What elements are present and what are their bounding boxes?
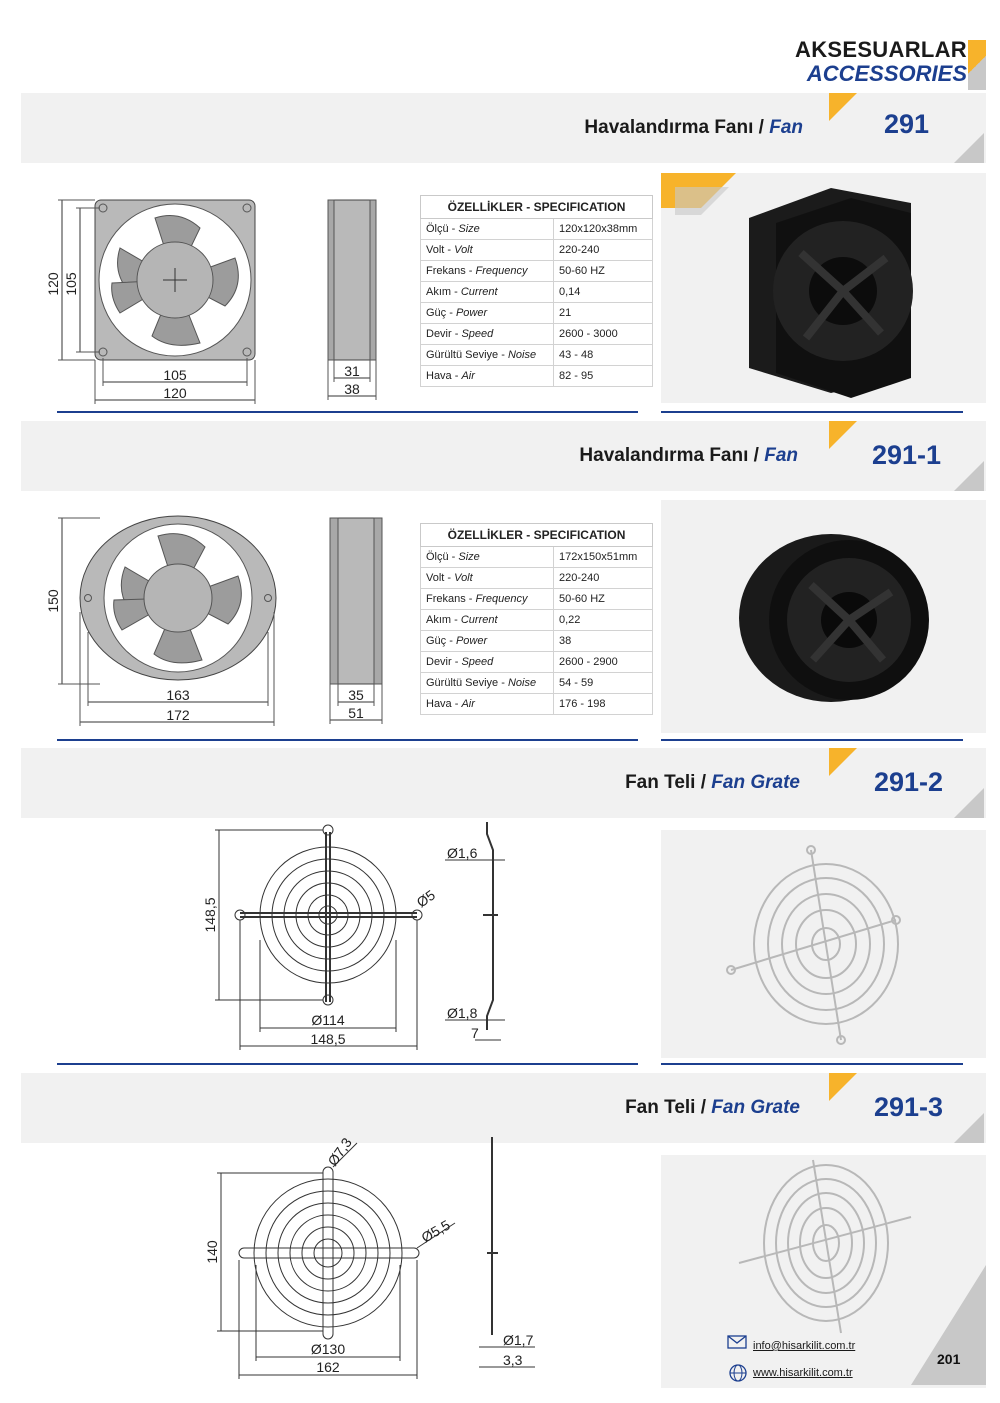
dim-width-inner: 163 bbox=[166, 687, 190, 703]
spec-row: Ölçü - Size 120x120x38mm bbox=[421, 219, 653, 240]
spec-key-tr: Ölçü bbox=[426, 551, 449, 563]
spec-row: Devir - Speed 2600 - 2900 bbox=[421, 652, 653, 673]
spec-key-tr: Volt bbox=[426, 572, 445, 584]
dim-width-outer: 120 bbox=[163, 385, 187, 401]
spec-key-en: Current bbox=[460, 614, 498, 626]
spec-header: ÖZELLİKLER - SPECIFICATION bbox=[421, 196, 653, 219]
spec-row: Akım - Current 0,22 bbox=[421, 610, 653, 631]
spec-value: 176 - 198 bbox=[554, 694, 653, 715]
spec-row: Hava - Air 176 - 198 bbox=[421, 694, 653, 715]
spec-key-tr: Güç bbox=[426, 635, 447, 647]
spec-value: 120x120x38mm bbox=[554, 219, 653, 240]
title-separator: / bbox=[748, 445, 765, 466]
band-corner-gray bbox=[954, 788, 984, 818]
catalog-title-en: ACCESSORIES bbox=[806, 61, 967, 86]
spec-row: Volt - Volt 220-240 bbox=[421, 568, 653, 589]
band-corner-gray bbox=[954, 461, 984, 491]
spec-row: Gürültü Seviye - Noise 43 - 48 bbox=[421, 345, 653, 366]
spec-key-en: Size bbox=[458, 551, 480, 563]
spec-value: 172x150x51mm bbox=[554, 547, 653, 568]
dim-height: 148,5 bbox=[202, 897, 218, 933]
dim-depth-outer: 38 bbox=[344, 381, 360, 397]
spec-row: Gürültü Seviye - Noise 54 - 59 bbox=[421, 673, 653, 694]
spec-value: 50-60 HZ bbox=[554, 261, 653, 282]
dim-height-outer: 120 bbox=[45, 272, 61, 296]
dim-height: 150 bbox=[45, 589, 61, 613]
dim-depth: 7 bbox=[471, 1025, 479, 1041]
title-separator: / bbox=[753, 117, 770, 138]
spec-key-en: Volt bbox=[454, 572, 473, 584]
spec-value: 38 bbox=[554, 631, 653, 652]
spec-header: ÖZELLİKLER - SPECIFICATION bbox=[421, 524, 653, 547]
spec-key-en: Noise bbox=[507, 677, 537, 689]
section-divider-left bbox=[57, 1063, 638, 1065]
spec-value: 220-240 bbox=[554, 240, 653, 261]
product-code-291-3: 291-3 bbox=[874, 1092, 944, 1122]
title-separator: / bbox=[695, 1097, 712, 1118]
spec-value: 82 - 95 bbox=[554, 366, 653, 387]
title-tr: Havalandırma Fanı bbox=[584, 117, 754, 138]
title-en: Fan Grate bbox=[711, 1097, 800, 1118]
spec-value: 21 bbox=[554, 303, 653, 324]
title-separator: / bbox=[695, 772, 712, 793]
product-code-291-1: 291-1 bbox=[872, 440, 942, 470]
spec-key-en: Noise bbox=[507, 349, 537, 361]
fan-photo bbox=[661, 173, 986, 403]
band-corner-gray bbox=[954, 1113, 984, 1143]
spec-value: 220-240 bbox=[554, 568, 653, 589]
dim-ring-diameter: Ø114 bbox=[311, 1012, 345, 1028]
band-corner-yellow bbox=[829, 748, 857, 776]
spec-key-tr: Frekans bbox=[426, 593, 466, 605]
spec-value: 50-60 HZ bbox=[554, 589, 653, 610]
technical-drawing-291-1 bbox=[40, 512, 390, 732]
spec-key-en: Power bbox=[455, 635, 488, 647]
spec-row: Devir - Speed 2600 - 3000 bbox=[421, 324, 653, 345]
spec-key-en: Frequency bbox=[475, 265, 528, 277]
dim-depth-inner: 35 bbox=[348, 687, 364, 703]
email-icon bbox=[727, 1333, 747, 1349]
email-link[interactable]: info@hisarkilit.com.tr bbox=[753, 1340, 856, 1352]
product-code-291-2: 291-2 bbox=[874, 767, 944, 797]
section-divider-left bbox=[57, 739, 638, 741]
spec-key-tr: Ölçü bbox=[426, 223, 449, 235]
spec-key-tr: Hava bbox=[426, 698, 452, 710]
spec-key-tr: Frekans bbox=[426, 265, 466, 277]
spec-key-tr: Hava bbox=[426, 370, 452, 382]
dim-width-inner: 105 bbox=[163, 367, 187, 383]
section-divider-right bbox=[661, 1063, 963, 1065]
grate-photo bbox=[661, 830, 986, 1058]
section-divider-right bbox=[661, 739, 963, 741]
spec-row: Akım - Current 0,14 bbox=[421, 282, 653, 303]
dim-depth: 3,3 bbox=[503, 1352, 523, 1368]
product-photo-291-1 bbox=[661, 500, 986, 733]
title-en: Fan Grate bbox=[711, 772, 800, 793]
band-corner-yellow bbox=[829, 1073, 857, 1101]
spec-key-en: Size bbox=[458, 223, 480, 235]
band-corner-yellow bbox=[829, 93, 857, 121]
dim-hole: Ø5,5 bbox=[418, 1216, 453, 1246]
spec-value: 0,14 bbox=[554, 282, 653, 303]
spec-value: 0,22 bbox=[554, 610, 653, 631]
spec-row: Güç - Power 21 bbox=[421, 303, 653, 324]
title-en: Fan bbox=[769, 117, 803, 138]
band-corner-yellow bbox=[829, 421, 857, 449]
spec-key-en: Speed bbox=[461, 656, 494, 668]
globe-icon bbox=[729, 1364, 747, 1382]
spec-row: Frekans - Frequency 50-60 HZ bbox=[421, 261, 653, 282]
dim-hole: Ø5 bbox=[413, 886, 439, 911]
spec-key-tr: Devir bbox=[426, 656, 452, 668]
dim-height: 140 bbox=[204, 1240, 220, 1264]
dim-depth-outer: 51 bbox=[348, 705, 364, 721]
spec-key-tr: Akım bbox=[426, 614, 452, 626]
spec-row: Volt - Volt 220-240 bbox=[421, 240, 653, 261]
technical-drawing-291-3 bbox=[195, 1135, 555, 1385]
spec-row: Güç - Power 38 bbox=[421, 631, 653, 652]
spec-value: 2600 - 2900 bbox=[554, 652, 653, 673]
spec-row: Frekans - Frequency 50-60 HZ bbox=[421, 589, 653, 610]
spec-table-291-1 bbox=[420, 523, 653, 715]
product-title-291-3 bbox=[625, 1097, 800, 1119]
spec-key-tr: Gürültü Seviye bbox=[426, 677, 499, 689]
spec-row: Hava - Air 82 - 95 bbox=[421, 366, 653, 387]
dim-wire-top: Ø1,6 bbox=[447, 845, 478, 861]
product-title-291-1 bbox=[579, 445, 798, 467]
dim-width: 162 bbox=[316, 1359, 340, 1375]
spec-key-en: Volt bbox=[454, 244, 473, 256]
product-title-291 bbox=[584, 117, 803, 139]
section-divider-left bbox=[57, 411, 638, 413]
section-divider-right bbox=[661, 411, 963, 413]
website-link[interactable]: www.hisarkilit.com.tr bbox=[753, 1367, 853, 1379]
product-title-291-2 bbox=[625, 772, 800, 794]
spec-value: 54 - 59 bbox=[554, 673, 653, 694]
title-tr: Fan Teli bbox=[625, 772, 696, 793]
dim-wire-bottom: Ø1,8 bbox=[447, 1005, 478, 1021]
technical-drawing-291 bbox=[40, 188, 390, 408]
spec-key-en: Air bbox=[461, 698, 475, 710]
spec-table-291 bbox=[420, 195, 653, 387]
dim-width-outer: 172 bbox=[166, 707, 190, 723]
spec-value: 2600 - 3000 bbox=[554, 324, 653, 345]
spec-key-en: Current bbox=[460, 286, 498, 298]
spec-key-en: Speed bbox=[461, 328, 494, 340]
title-tr: Havalandırma Fanı bbox=[579, 445, 749, 466]
dim-height-inner: 105 bbox=[63, 272, 79, 296]
product-photo-291 bbox=[661, 173, 986, 403]
spec-row: Ölçü - Size 172x150x51mm bbox=[421, 547, 653, 568]
title-tr: Fan Teli bbox=[625, 1097, 696, 1118]
spec-key-en: Frequency bbox=[475, 593, 528, 605]
spec-key-tr: Güç bbox=[426, 307, 447, 319]
dim-depth-inner: 31 bbox=[344, 363, 360, 379]
product-photo-291-2 bbox=[661, 830, 986, 1058]
page-number: 201 bbox=[937, 1351, 961, 1367]
spec-value: 43 - 48 bbox=[554, 345, 653, 366]
spec-key-tr: Devir bbox=[426, 328, 452, 340]
band-corner-gray bbox=[954, 133, 984, 163]
spec-key-en: Air bbox=[461, 370, 475, 382]
dim-ring-diameter: Ø130 bbox=[310, 1341, 346, 1357]
spec-key-tr: Volt bbox=[426, 244, 445, 256]
product-code-291: 291 bbox=[884, 109, 930, 139]
spec-key-tr: Gürültü Seviye bbox=[426, 349, 499, 361]
technical-drawing-291-2 bbox=[195, 820, 525, 1055]
dim-top-hole: Ø7,3 bbox=[324, 1135, 355, 1169]
catalog-title-tr: AKSESUARLAR bbox=[795, 37, 967, 62]
header-corner-accent bbox=[968, 40, 986, 90]
dim-width: 148,5 bbox=[310, 1031, 346, 1047]
dim-wire: Ø1,7 bbox=[503, 1332, 534, 1348]
fan-photo bbox=[661, 500, 986, 733]
spec-key-tr: Akım bbox=[426, 286, 452, 298]
title-en: Fan bbox=[764, 445, 798, 466]
spec-key-en: Power bbox=[455, 307, 488, 319]
